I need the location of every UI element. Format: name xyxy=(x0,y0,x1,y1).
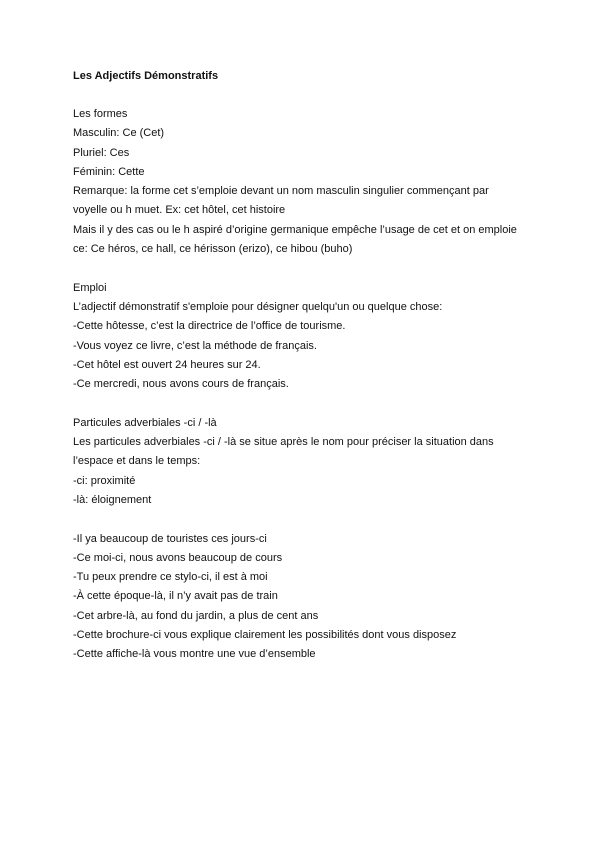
section-heading-emploi: Emploi xyxy=(73,281,107,294)
blank-line xyxy=(73,259,543,278)
text-line: -Vous voyez ce livre, c’est la méthode de français. xyxy=(73,339,317,352)
text-line: L’adjectif démonstratif s'emploie pour désigner quelqu'un ou quelque chose: xyxy=(73,300,443,313)
text-line: -Cette hôtesse, c’est la directrice de l’office de tourisme. xyxy=(73,320,346,333)
text-line: -là: éloignement xyxy=(73,493,152,506)
example-line: -Tu peux prendre ce stylo-ci, il est à moi xyxy=(73,571,268,584)
text-line: l’espace et dans le temps: xyxy=(73,455,201,468)
document-title: Les Adjectifs Démonstratifs xyxy=(73,70,219,82)
text-line: ce: Ce héros, ce hall, ce hérisson (erizo), ce hibou (buho) xyxy=(73,243,353,256)
text-line: -Ce mercredi, nous avons cours de français. xyxy=(73,378,289,391)
section-heading-formes: Les formes xyxy=(73,108,128,120)
text-line: Féminin: Cette xyxy=(73,165,145,178)
example-line: -Il ya beaucoup de touristes ces jours-ci xyxy=(73,532,267,545)
text-line: -ci: proximité xyxy=(73,474,136,487)
document-body xyxy=(73,105,543,665)
text-line: Pluriel: Ces xyxy=(73,146,130,159)
example-line: -Cette affiche-là vous montre une vue d’ensemble xyxy=(73,648,316,661)
text-line: Masculin: Ce (Cet) xyxy=(73,127,165,140)
text-line: Mais il y des cas ou le h aspiré d’origine germanique empêche l’usage de cet et on emploie xyxy=(73,223,517,236)
text-line: -Cet hôtel est ouvert 24 heures sur 24. xyxy=(73,358,261,371)
text-line: Remarque: la forme cet s’emploie devant un nom masculin singulier commençant par xyxy=(73,185,489,198)
section-heading-particules: Particules adverbiales -ci / -là xyxy=(73,416,217,429)
example-line: -Ce moi-ci, nous avons beaucoup de cours xyxy=(73,551,283,564)
text-line: Les particules adverbiales -ci / -là se situe après le nom pour préciser la situation dans xyxy=(73,436,494,449)
example-line: -Cette brochure-ci vous explique clairement les possibilités dont vous disposez xyxy=(73,629,457,642)
example-line: -Cet arbre-là, au fond du jardin, a plus de cent ans xyxy=(73,609,319,622)
text-line: voyelle ou h muet. Ex: cet hôtel, cet histoire xyxy=(73,204,286,217)
blank-line xyxy=(73,394,543,413)
example-line: -À cette époque-là, il n’y avait pas de train xyxy=(73,590,278,603)
blank-line xyxy=(73,510,543,529)
